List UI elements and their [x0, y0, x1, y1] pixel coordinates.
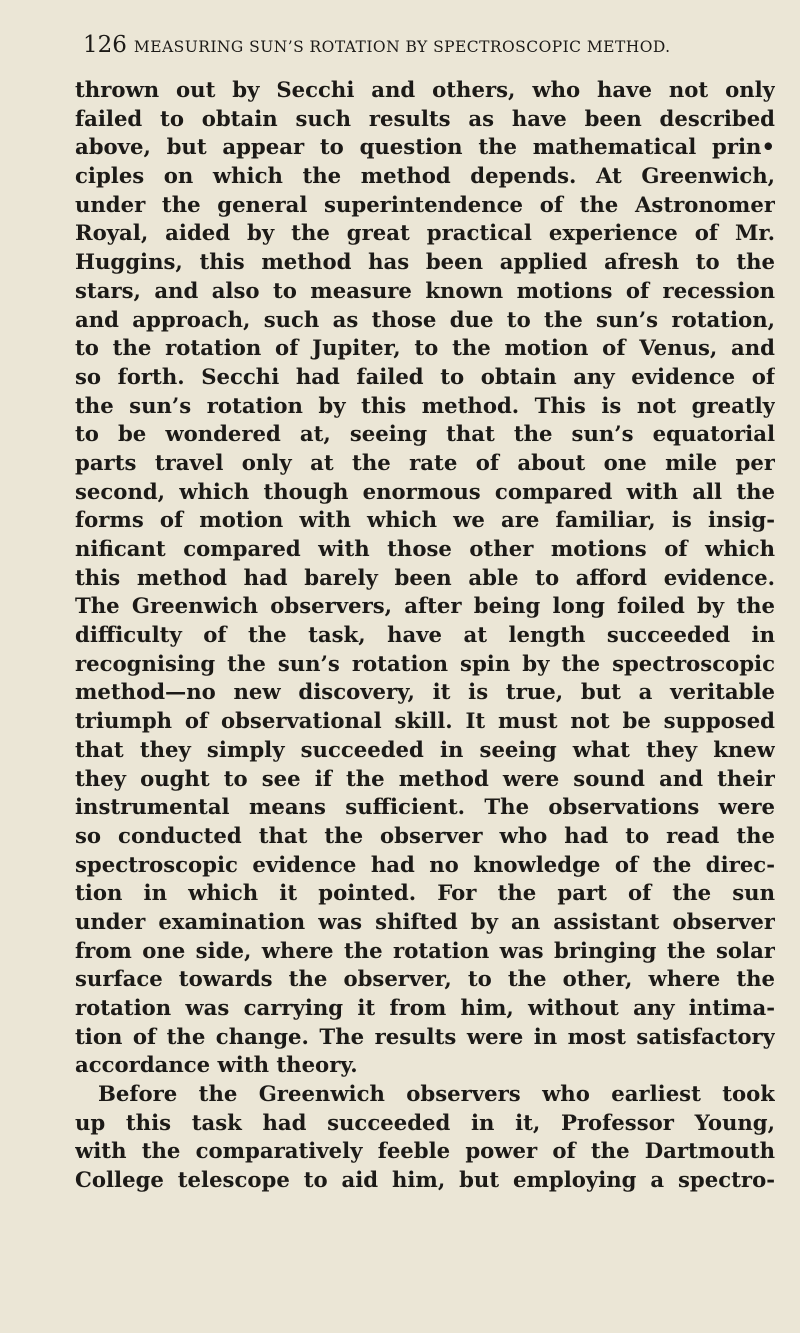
- text-line: College telescope to aid him, but employing a spectro-: [75, 1167, 775, 1193]
- text-line: rotation was carrying it from him, without any intima-: [75, 995, 775, 1020]
- text-line: Huggins, this method has been applied afresh to the: [75, 249, 775, 275]
- text-line: The Greenwich observers, after being long foiled by the: [75, 593, 775, 619]
- running-head: [83, 30, 783, 60]
- paragraph-start-line: Before the Greenwich observers who earliest took: [98, 1081, 775, 1107]
- text-line: recognising the sun’s rotation spin by the spectroscopic: [75, 650, 775, 676]
- text-line: forms of motion with which we are familiar, is insig-: [75, 507, 775, 533]
- text-line: second, which though enormous compared with all the: [75, 478, 775, 504]
- text-line: so forth. Secchi had failed to obtain any evidence of: [75, 363, 775, 389]
- text-line: parts travel only at the rate of about one mile per: [75, 449, 775, 475]
- text-line: so conducted that the observer who had to read the: [75, 822, 775, 848]
- text-line: tion of the change. The results were in most satisfactory: [75, 1023, 775, 1049]
- text-line: up this task had succeeded in it, Professor Young,: [75, 1109, 775, 1135]
- text-line: that they simply succeeded in seeing what they knew: [75, 736, 775, 762]
- text-line: they ought to see if the method were sound and their: [75, 765, 775, 791]
- text-line: spectroscopic evidence had no knowledge of the direc-: [75, 851, 775, 877]
- text-line: from one side, where the rotation was bringing the solar: [75, 937, 775, 963]
- page-text: [75, 76, 775, 1195]
- page-number: 126: [83, 32, 127, 58]
- text-line: with the comparatively feeble power of the Dartmouth: [75, 1138, 775, 1164]
- text-line: to be wondered at, seeing that the sun’s equatorial: [75, 421, 775, 447]
- text-line: the sun’s rotation by this method. This is not greatly: [75, 392, 775, 418]
- text-line: above, but appear to question the mathematical prin•: [75, 134, 775, 160]
- text-line: tion in which it pointed. For the part of the sun: [75, 880, 775, 906]
- text-line: difficulty of the task, have at length succeeded in: [75, 622, 775, 648]
- text-line: surface towards the observer, to the other, where the: [75, 966, 775, 992]
- text-line: under examination was shifted by an assistant observer: [75, 908, 775, 934]
- text-line: failed to obtain such results as have been described: [75, 105, 775, 131]
- running-title: MEASURING SUN’S ROTATION BY SPECTROSCOPIC METHOD.: [133, 38, 671, 56]
- text-line: nificant compared with those other motions of which: [75, 536, 775, 561]
- text-line: to the rotation of Jupiter, to the motion of Venus, and: [75, 335, 775, 361]
- text-line: under the general superintendence of the Astronomer: [75, 191, 775, 217]
- text-line: method—no new discovery, it is true, but a veritable: [75, 679, 775, 705]
- paragraph-end-line: accordance with theory.: [75, 1052, 358, 1078]
- text-line: and approach, such as those due to the sun’s rotation,: [75, 306, 775, 332]
- text-line: this method had barely been able to afford evidence.: [75, 564, 775, 590]
- text-line: thrown out by Secchi and others, who have not only: [75, 77, 775, 102]
- text-line: Royal, aided by the great practical experience of Mr.: [75, 220, 775, 246]
- text-line: instrumental means sufficient. The observations were: [75, 794, 775, 820]
- text-line: triumph of observational skill. It must not be supposed: [75, 708, 775, 734]
- text-line: ciples on which the method depends. At Greenwich,: [75, 163, 775, 189]
- text-line: stars, and also to measure known motions of recession: [75, 277, 775, 303]
